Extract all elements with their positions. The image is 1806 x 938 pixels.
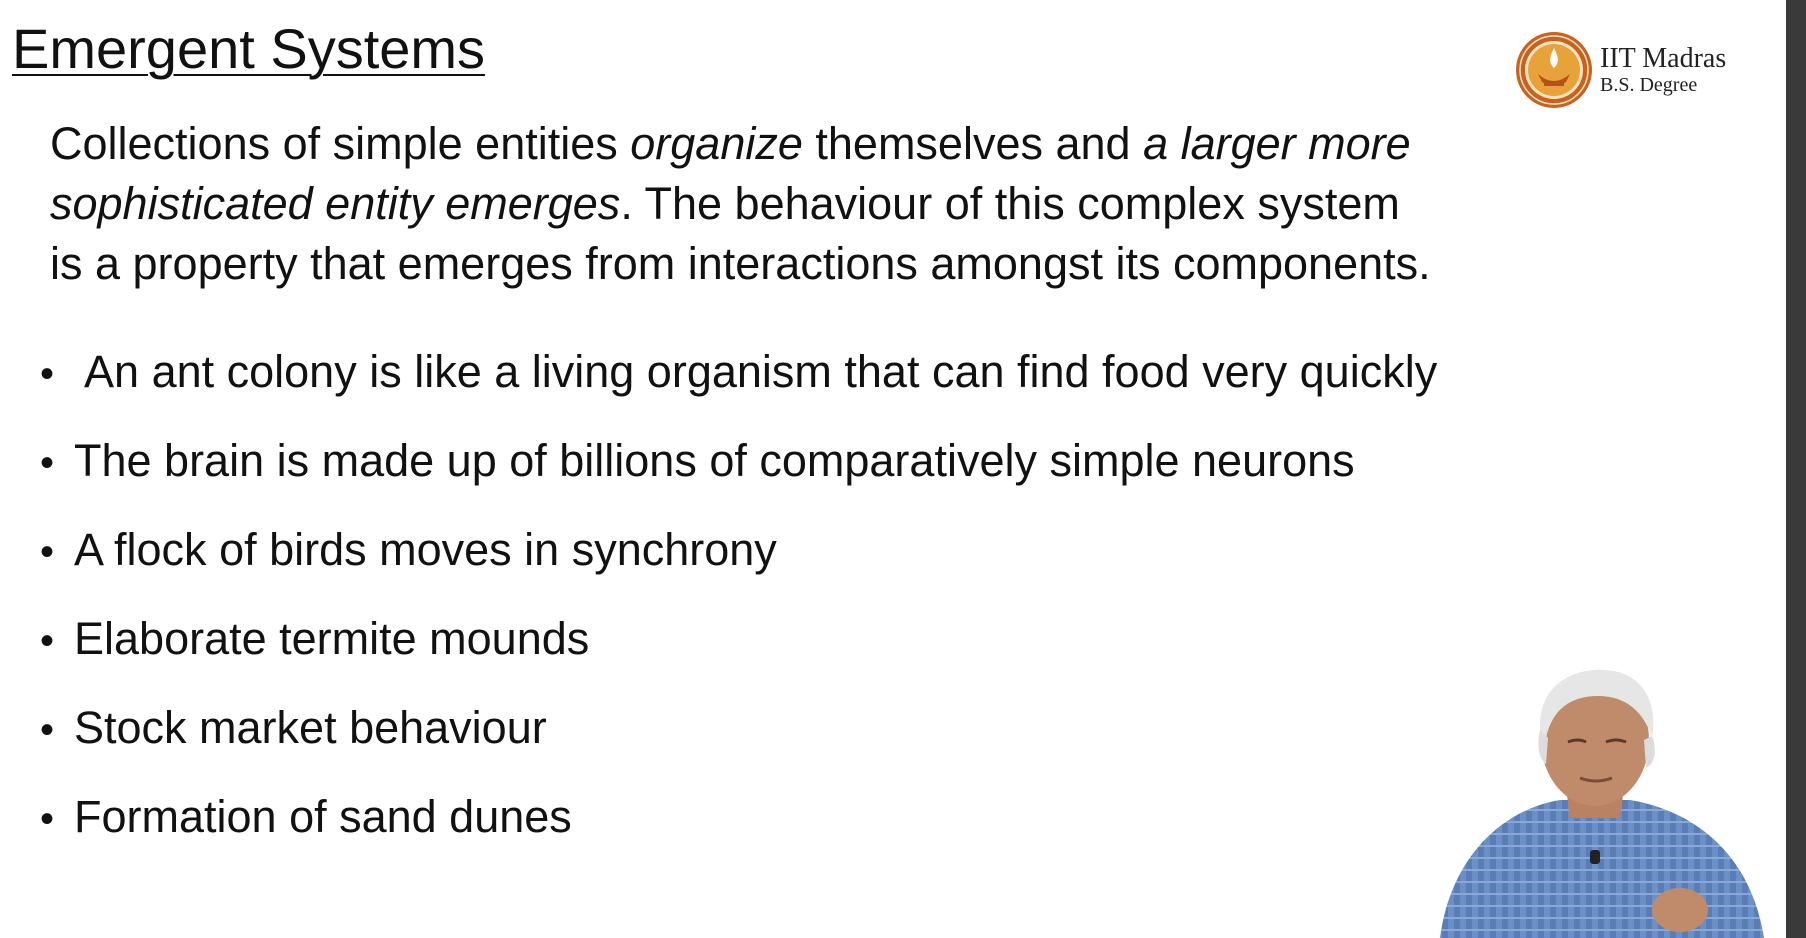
bullet-icon: •: [40, 441, 55, 485]
bullet-text: An ant colony is like a living organism that can find food very quickly: [74, 346, 1438, 397]
bullet-item: [40, 696, 1437, 785]
intro-text: is a property that emerges from interactions amongst its components.: [50, 238, 1431, 289]
bullet-icon: •: [40, 797, 55, 841]
intro-paragraph: [50, 114, 1610, 294]
intro-emphasis: organize: [630, 118, 803, 169]
intro-text: themselves and: [802, 118, 1144, 169]
intro-emphasis: a larger more: [1143, 118, 1411, 169]
slide-title: Emergent Systems: [12, 17, 486, 80]
intro-line-2: [50, 174, 1610, 234]
intro-text: . The behaviour of this complex system: [620, 178, 1400, 229]
logo-subtitle: B.S. Degree: [1600, 74, 1698, 96]
bullet-icon: •: [40, 352, 55, 396]
bullet-icon: •: [40, 530, 55, 574]
bullet-list: [40, 340, 1437, 874]
presenter-video-overlay: [1430, 660, 1770, 938]
logo-text: [1600, 44, 1726, 96]
bullet-item: [40, 518, 1437, 607]
bullet-icon: •: [40, 619, 55, 663]
bullet-text: Formation of sand dunes: [74, 791, 572, 842]
bullet-item: [40, 607, 1437, 696]
bullet-text: Stock market behaviour: [74, 702, 547, 753]
bullet-text: A flock of birds moves in synchrony: [74, 524, 777, 575]
intro-text: Collections of simple entities: [50, 118, 631, 169]
iit-madras-seal-icon: [1514, 30, 1594, 110]
intro-emphasis: sophisticated entity emerges: [50, 178, 621, 229]
intro-line-3: [50, 234, 1610, 294]
bullet-item: [40, 340, 1437, 429]
bullet-item: [40, 429, 1437, 518]
logo-name: IIT Madras: [1600, 43, 1727, 74]
bullet-item: [40, 785, 1437, 874]
bullet-text: Elaborate termite mounds: [74, 613, 590, 664]
video-frame-edge: [1786, 0, 1806, 938]
intro-line-1: [50, 114, 1610, 174]
bullet-icon: •: [40, 708, 55, 752]
bullet-text: The brain is made up of billions of comparatively simple neurons: [74, 435, 1355, 486]
